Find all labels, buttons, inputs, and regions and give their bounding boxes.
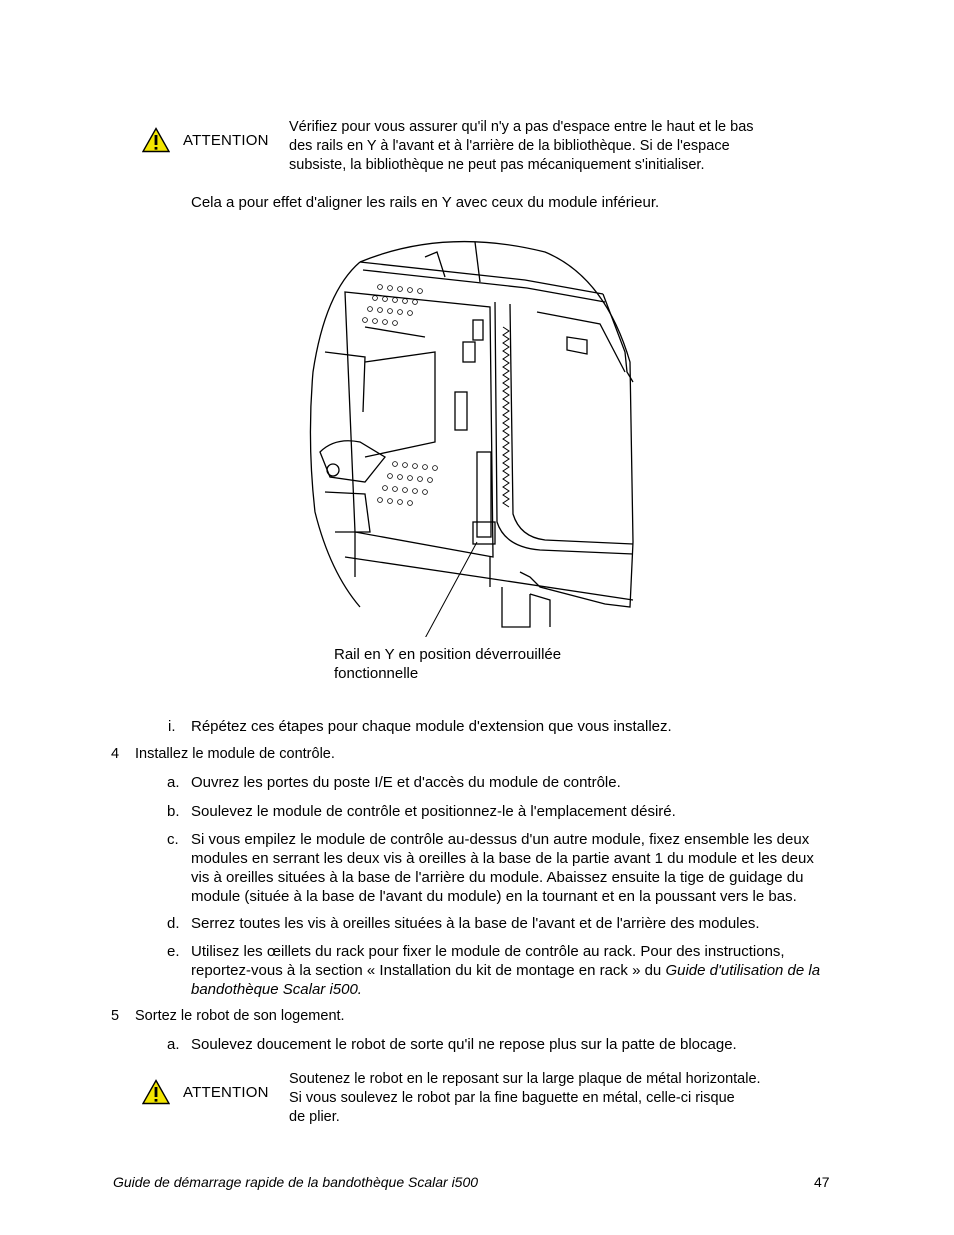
step-number: 5 (111, 1008, 120, 1024)
text-line: modules en serrant les deux vis à oreilles à la base de la partie avant 1 du module et les deux (191, 850, 814, 867)
text-line: vis à oreilles situées à la base de l'arrière du module. Abaissez ensuite la tige de guidage du (191, 869, 804, 886)
attention-line: subsiste, la bibliothèque ne peut pas mécaniquement s'initialiser. (289, 157, 705, 173)
text-line (191, 961, 851, 980)
intro-paragraph: Cela a pour effet d'aligner les rails en Y avec ceux du module inférieur. (191, 194, 660, 211)
step-title: Installez le module de contrôle. (135, 746, 335, 762)
substep-marker: i. (168, 718, 176, 735)
substep-marker: c. (167, 831, 179, 848)
attention-line: des rails en Y à l'avant et à l'arrière de la bibliothèque. Si de l'espace (289, 138, 730, 154)
step-number: 4 (111, 746, 120, 762)
substep-text (191, 830, 814, 906)
text-line (191, 980, 851, 999)
attention-line: de plier. (289, 1109, 340, 1125)
attention-label: ATTENTION (183, 1084, 269, 1101)
caption-line: fonctionnelle (334, 665, 419, 682)
warning-icon (142, 127, 170, 153)
substep-text: Soulevez le module de contrôle et positionnez-le à l'emplacement désiré. (191, 803, 676, 820)
attention-message (289, 118, 789, 175)
figure-caption (334, 645, 561, 683)
substep-marker: a. (167, 774, 180, 791)
text-line: module (située à la base de l'avant du module) en la tournant et en la poussant vers le bas. (191, 888, 797, 905)
substep-marker: a. (167, 1036, 180, 1053)
substep-text (191, 942, 851, 999)
attention-label: ATTENTION (183, 132, 269, 149)
attention-line: Soutenez le robot en le reposant sur la large plaque de métal horizontale. (289, 1071, 761, 1087)
module-illustration (305, 232, 635, 637)
substep-text: Répétez ces étapes pour chaque module d'extension que vous installez. (191, 718, 672, 735)
footer-title: Guide de démarrage rapide de la bandothèque Scalar i500 (113, 1174, 479, 1190)
substep-text: Soulevez doucement le robot de sorte qu'il ne repose plus sur la patte de blocage. (191, 1036, 737, 1053)
substep-marker: e. (167, 943, 180, 960)
guide-reference: Guide d'utilisation de la (665, 962, 821, 979)
substep-text: Serrez toutes les vis à oreilles situées à la base de l'avant et de l'arrière des modules. (191, 915, 760, 932)
page-number: 47 (814, 1174, 830, 1190)
warning-icon (142, 1079, 170, 1105)
substep-marker: d. (167, 915, 180, 932)
attention-message (289, 1070, 789, 1127)
substep-marker: b. (167, 803, 180, 820)
text-line: Utilisez les œillets du rack pour fixer le module de contrôle au rack. Pour des instructions, (191, 943, 785, 960)
attention-line: Vérifiez pour vous assurer qu'il n'y a pas d'espace entre le haut et le bas (289, 119, 754, 135)
substep-text: Ouvrez les portes du poste I/E et d'accès du module de contrôle. (191, 774, 621, 791)
text-line: Si vous empilez le module de contrôle au-dessus d'un autre module, fixez ensemble les deux (191, 831, 810, 848)
step-title: Sortez le robot de son logement. (135, 1008, 345, 1024)
text-run: reportez-vous à la section « Installation du kit de montage en rack » du (191, 962, 666, 979)
attention-line: Si vous soulevez le robot par la fine baguette en métal, celle-ci risque (289, 1090, 735, 1106)
guide-reference: bandothèque Scalar i500. (191, 981, 362, 998)
caption-line: Rail en Y en position déverrouillée (334, 646, 562, 663)
